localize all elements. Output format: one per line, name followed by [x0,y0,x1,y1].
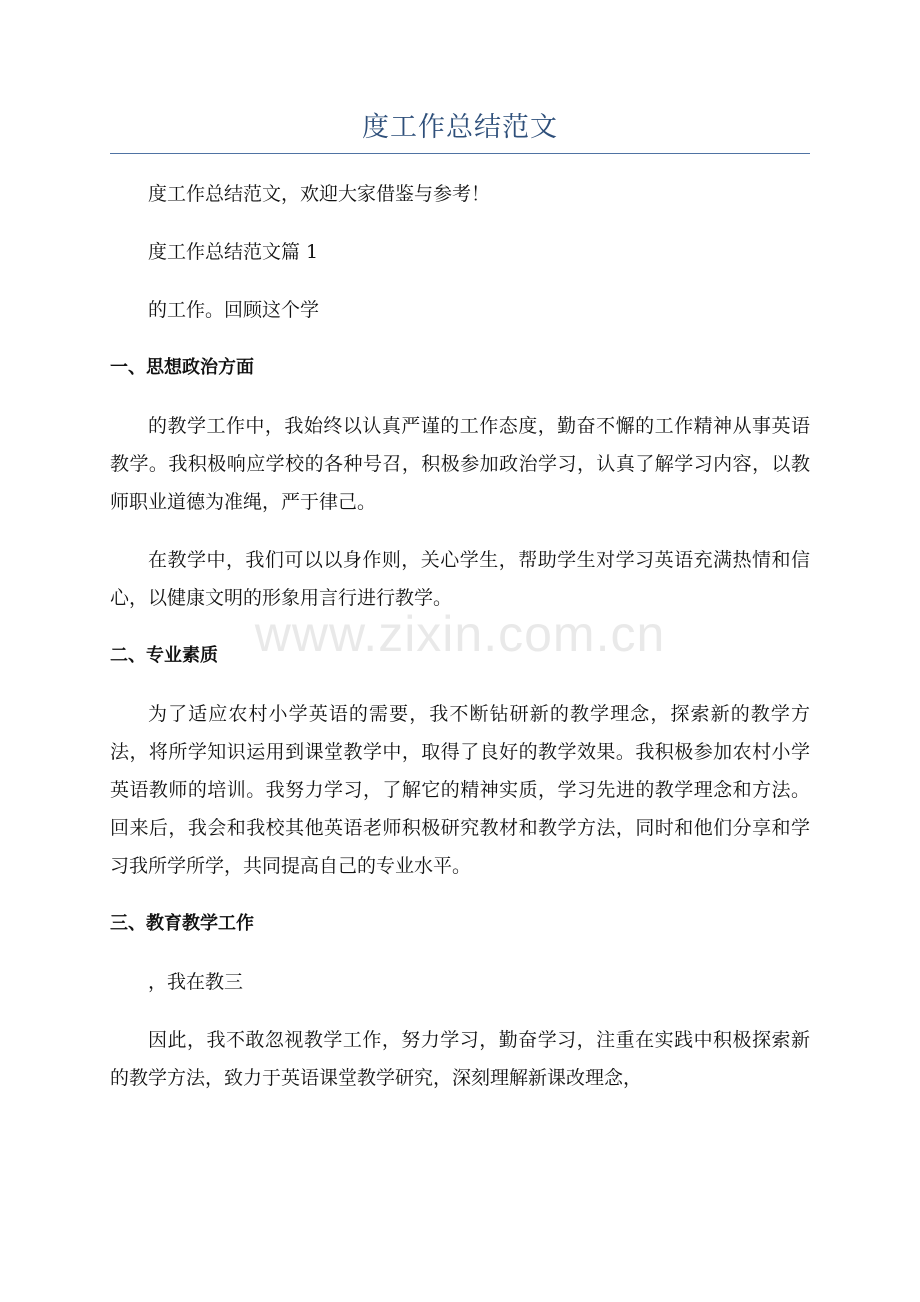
site-watermark: www.zixin.com.cn [254,606,666,662]
subtitle-paragraph: 度工作总结范文篇 1 [148,241,319,263]
title-underline [110,153,810,154]
opening-paragraph: 的工作。回顾这个学 [148,299,320,321]
section-paragraph: 因此，我不敢忽视教学工作，努力学习，勤奋学习，注重在实践中积极探索新的教学方法，致力于英语课堂教学研究，深刻理解新课改理念， [110,1029,810,1089]
section-heading-teaching: 三、教育教学工作 [110,913,254,934]
section-paragraph: 为了适应农村小学英语的需要，我不断钻研新的教学理念，探索新的教学方法，将所学知识运用到课堂教学中，取得了良好的教学效果。我积极参加农村小学英语教师的培训。我努力学习，了解它的精神实质，学习先进的教学理念和方法。回来后，我会和我校其他英语老师积极研究教材和教学方法，同时和他们分享和学习我所学所学，共同提高自己的专业水平。 [110,703,810,877]
document-body [110,175,810,1097]
section-heading-politics: 一、思想政治方面 [110,357,254,378]
section-paragraph: 的教学工作中，我始终以认真严谨的工作态度，勤奋不懈的工作精神从事英语教学。我积极响应学校的各种号召，积极参加政治学习，认真了解学习内容，以教师职业道德为准绳，严于律己。 [110,415,810,513]
section-heading-professional: 二、专业素质 [110,645,218,666]
document-title: 度工作总结范文 [362,112,558,143]
section-paragraph: 在教学中，我们可以以身作则，关心学生，帮助学生对学习英语充满热情和信心，以健康文明的形象用言行进行教学。 [110,549,810,609]
section-paragraph: ，我在教三 [148,971,244,993]
intro-paragraph: 度工作总结范文，欢迎大家借鉴与参考！ [148,183,491,205]
